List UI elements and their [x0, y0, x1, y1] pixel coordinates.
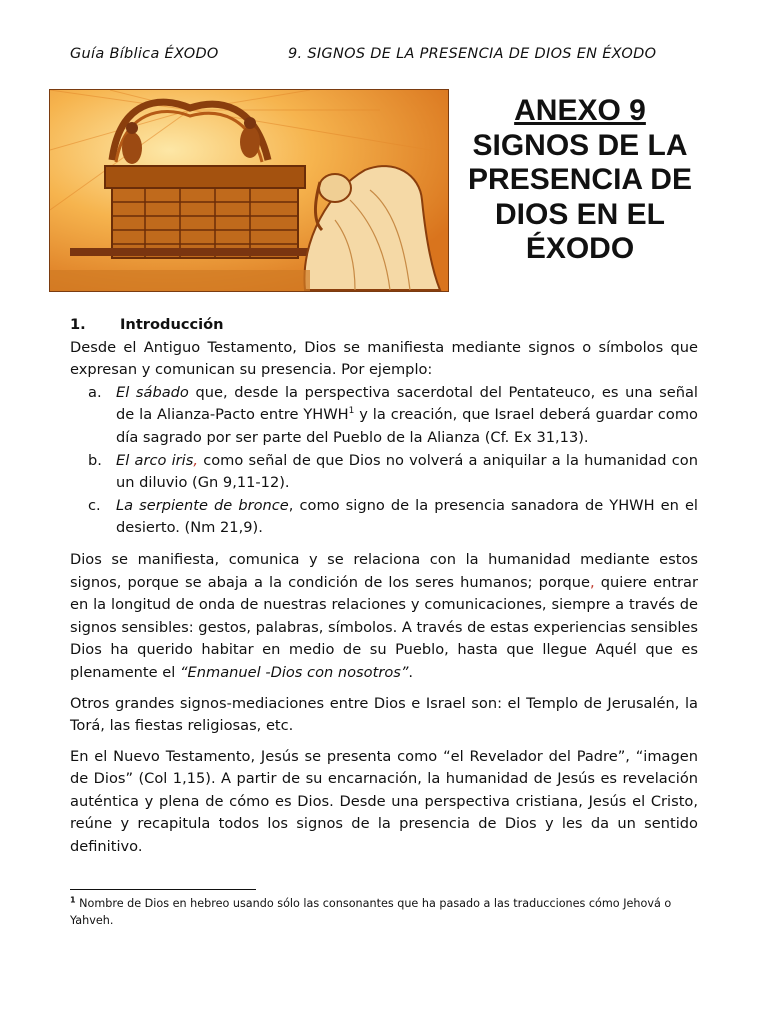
- header-book-title: Guía Bíblica ÉXODO: [70, 46, 219, 62]
- title-line-3: PRESENCIA DE: [468, 163, 692, 196]
- paragraph-end: .: [408, 663, 414, 681]
- body-content: [70, 314, 698, 867]
- red-comma-mark: ,: [590, 573, 595, 591]
- footnote-reference[interactable]: 1: [348, 406, 355, 417]
- paragraph-signs: [70, 549, 698, 685]
- list-marker: b.: [88, 451, 102, 469]
- paragraph-text: quiere entrar en la longitud de onda de nuestras relaciones y comunicaciones, siempre a través de signos sensibles: gestos, palabras, símbolos. A través de estas experiencias sensibles Dios ha querido habitar en medio de su Pueblo, hasta que llegue Aquél que es plenamente el: [70, 573, 698, 681]
- footnote-separator: [70, 889, 256, 890]
- item-italic-term: El arco iris: [116, 451, 194, 469]
- paragraph-mediations: Otros grandes signos-mediaciones entre Dios e Israel son: el Templo de Jerusalén, la Torá, las fiestas religiosas, etc.: [70, 694, 698, 735]
- list-item: [70, 450, 698, 495]
- list-item: [70, 382, 698, 450]
- title-line-4: DIOS EN EL: [494, 197, 666, 231]
- red-comma-mark: ,: [193, 451, 198, 469]
- footnote-text: Nombre de Dios en hebreo usando sólo las consonantes que ha pasado a las traducciones cómo Jehová o Yahveh.: [70, 897, 672, 927]
- section-number: 1.: [70, 316, 86, 333]
- annex-title: [455, 94, 705, 267]
- item-italic-term: La serpiente de bronce: [116, 496, 289, 514]
- title-line-2: SIGNOS DE LA: [472, 128, 688, 162]
- title-line-annex: ANEXO 9: [514, 94, 646, 127]
- list-marker: c.: [88, 496, 101, 514]
- paragraph-text: Dios se manifiesta, comunica y se relaciona con la humanidad mediante estos signos, porque se abaja a la condición de los seres humanos; porque: [70, 550, 698, 591]
- section-heading: [70, 314, 698, 337]
- ark-of-covenant-illustration: [49, 89, 449, 292]
- intro-paragraph: Desde el Antiguo Testamento, Dios se manifiesta mediante signos o símbolos que expresan y comunican su presencia. Por ejemplo:: [70, 338, 698, 379]
- item-text: como señal de que Dios no volverá a aniquilar a la humanidad con un diluvio (Gn 9,11-12).: [116, 451, 698, 492]
- examples-list: [70, 382, 698, 540]
- emmanuel-quote: “Enmanuel -Dios con nosotros”: [179, 663, 409, 681]
- item-text: , como signo de la presencia sanadora de YHWH en el desierto. (Nm 21,9).: [116, 496, 698, 537]
- list-marker: a.: [88, 383, 102, 401]
- item-text-continued: y la creación, que Israel deberá guardar como día sagrado por ser parte del Pueblo de la Alianza (Cf. Ex 31,13).: [116, 406, 698, 446]
- paragraph-new-testament: En el Nuevo Testamento, Jesús se presenta como “el Revelador del Padre”, “imagen de Dios” (Col 1,15). A partir de su encarnación, la humanidad de Jesús es revelación auténtica y plena de cómo es Dios. Desde una perspectiva cristiana, Jesús el Cristo, reúne y recapitula todos los signos de la presencia de Dios y les da un sentido definitivo.: [70, 747, 698, 856]
- list-item: [70, 495, 698, 540]
- footnote-number: 1: [70, 895, 76, 905]
- title-line-5: ÉXODO: [525, 232, 635, 265]
- section-title: Introducción: [120, 316, 224, 333]
- item-italic-term: El sábado: [116, 383, 189, 401]
- header-chapter-title: 9. SIGNOS DE LA PRESENCIA DE DIOS EN ÉXODO: [288, 46, 657, 62]
- footnote: [70, 895, 698, 929]
- item-text: que, desde la perspectiva sacerdotal del Pentateuco, es una señal de la Alianza-Pacto entre YHWH: [116, 383, 698, 424]
